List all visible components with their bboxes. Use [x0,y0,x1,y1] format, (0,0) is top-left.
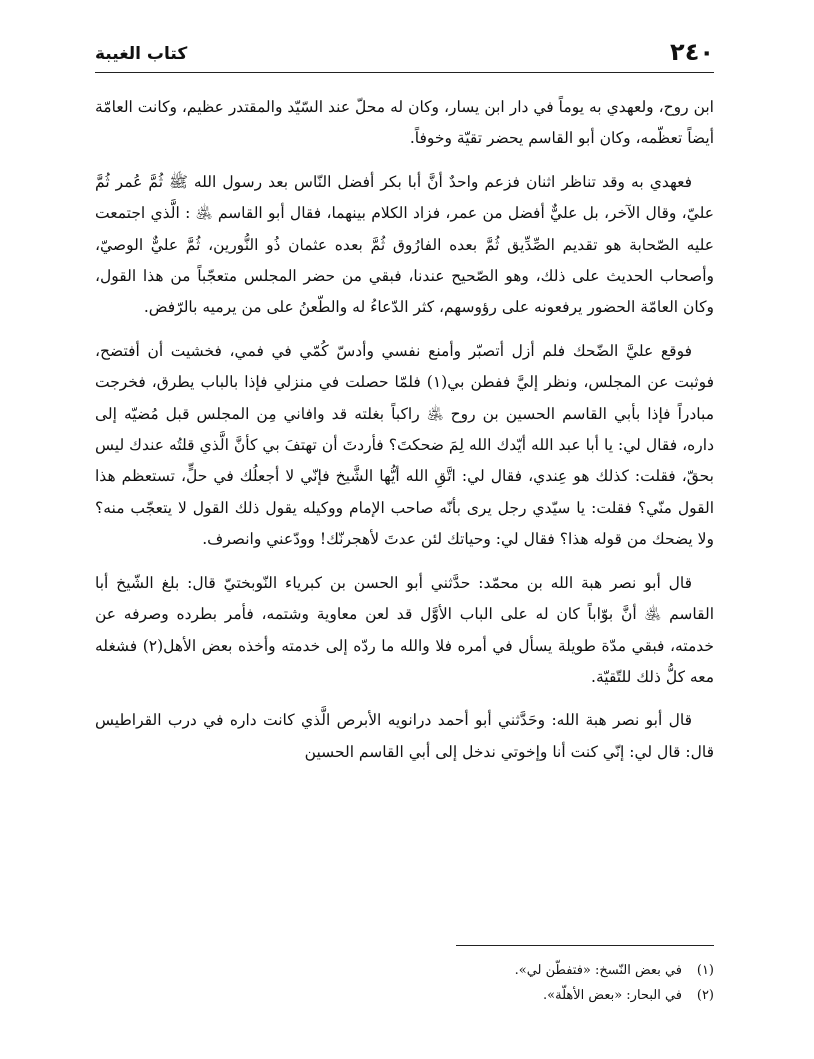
footnote-number: (١) [696,963,714,978]
main-text [95,92,714,780]
running-title: كتاب الغيبة [95,44,188,64]
page-header [95,36,714,73]
paragraph: فوقع عليَّ الضّحك فلم أزل أتصبّر وأمنع نفسي وأدسّ كُمّي في فمي، فخشيت أن أفتضح، فوثبت عن المجلس، ونظر إليَّ ففطن بي(١) فلمّا حصلت في منزلي فإذا بالباب يطرق، فخرجت مبادراً فإذا بأبي القاسم الحسين بن روح ﵁ راكباً بغلته قد وافاني مِن المجلس قبل مُضيّه إلى داره، فقال لي: يا أبا عبد الله أيّدك الله لِمَ ضحكتَ؟ فأردتَ أن تهتفَ بي كأنَّ الَّذي قلتُه عندك ليس بحقّ، فقلت: كذلك هو عِندي، فقال لي: اتَّقِ الله أيُّها الشَّيخ فإنّي لا أجعلُك في حلٍّ، تستعظم هذا القول منّي؟ فقلت: يا سيّدي رجل يرى بأنّه صاحب الإمام ووكيله يقول ذلك القول لا يتعجّب منه؟ ولا يضحك من قوله هذا؟ فقال لي: وحياتك لئن عدتَ لأهجرنّك! وودّعني وانصرف. [95,341,714,549]
paragraph: قال أبو نصر هبة الله بن محمّد: حدَّثني أبو الحسن بن كبرياء النّوبختيّ قال: بلغ الشّيخ أبا القاسم ﵁ أنَّ بوّاباً كان له على الباب الأوَّل قد لعن معاوية وشتمه، فأمر بطرده وصرفه عن خدمته، فبقي مدّة طويلة يسأل في أمره فلا والله ما ردّه إلى خدمته وأخذه بعض الأهل(٢) فشغله معه كلُّ ذلك للتّقيّة. [95,573,714,686]
footnote [95,983,714,1008]
paragraph: قال أبو نصر هبة الله: وحَدَّثني أبو أحمد درانويه الأبرص الَّذي كانت داره في درب القراطيس قال: قال لي: إنّي كنت أنا وإخوتي ندخل إلى أبي القاسم الحسين [95,711,714,761]
footnote-text: في البحار: «بعض الأهلّة». [543,988,682,1003]
paragraph: ابن روح، ولعهدي به يوماً في دار ابن يسار، وكان له محلّ عند السّيّد والمقتدر عظيم، وكانت العامّة أيضاً تعظّمه، وكان أبو القاسم يحضر تقيّة وخوفاً. [95,98,714,148]
footnote-divider [456,945,714,946]
paragraph: فعهدي به وقد تناظر اثنان فزعم واحدٌ أنَّ أبا بكر أفضل النّاس بعد رسول الله ﷺ ثُمَّ عُمر ثُمَّ عليّ، وقال الآخر، بل عليٌّ أفضل من عمر، فزاد الكلام بينهما، فقال أبو القاسم ﵁ : الَّذي اجتمعت عليه الصّحابة هو تقديم الصِّدِّيق ثُمَّ بعده الفارُوق ثُمَّ بعده عثمان ذُو النُّورين، ثُمَّ عليٌّ الوصيّ، وأصحاب الحديث على ذلك، وهو الصّحيح عندنا، فبقي من حضر المجلس متعجّباً من هذا القول، وكان العامّة الحضور يرفعونه على رؤوسهم، كثر الدّعاءُ له والطّعنُ على من يرميه بالرّفض. [95,172,714,317]
footnote-number: (٢) [696,988,714,1003]
page-number: ٢٤٠ [670,38,714,66]
footnote [95,958,714,983]
footnotes [95,958,714,1008]
footnote-text: في بعض النّسخ: «فتفطّن لي». [514,963,682,978]
